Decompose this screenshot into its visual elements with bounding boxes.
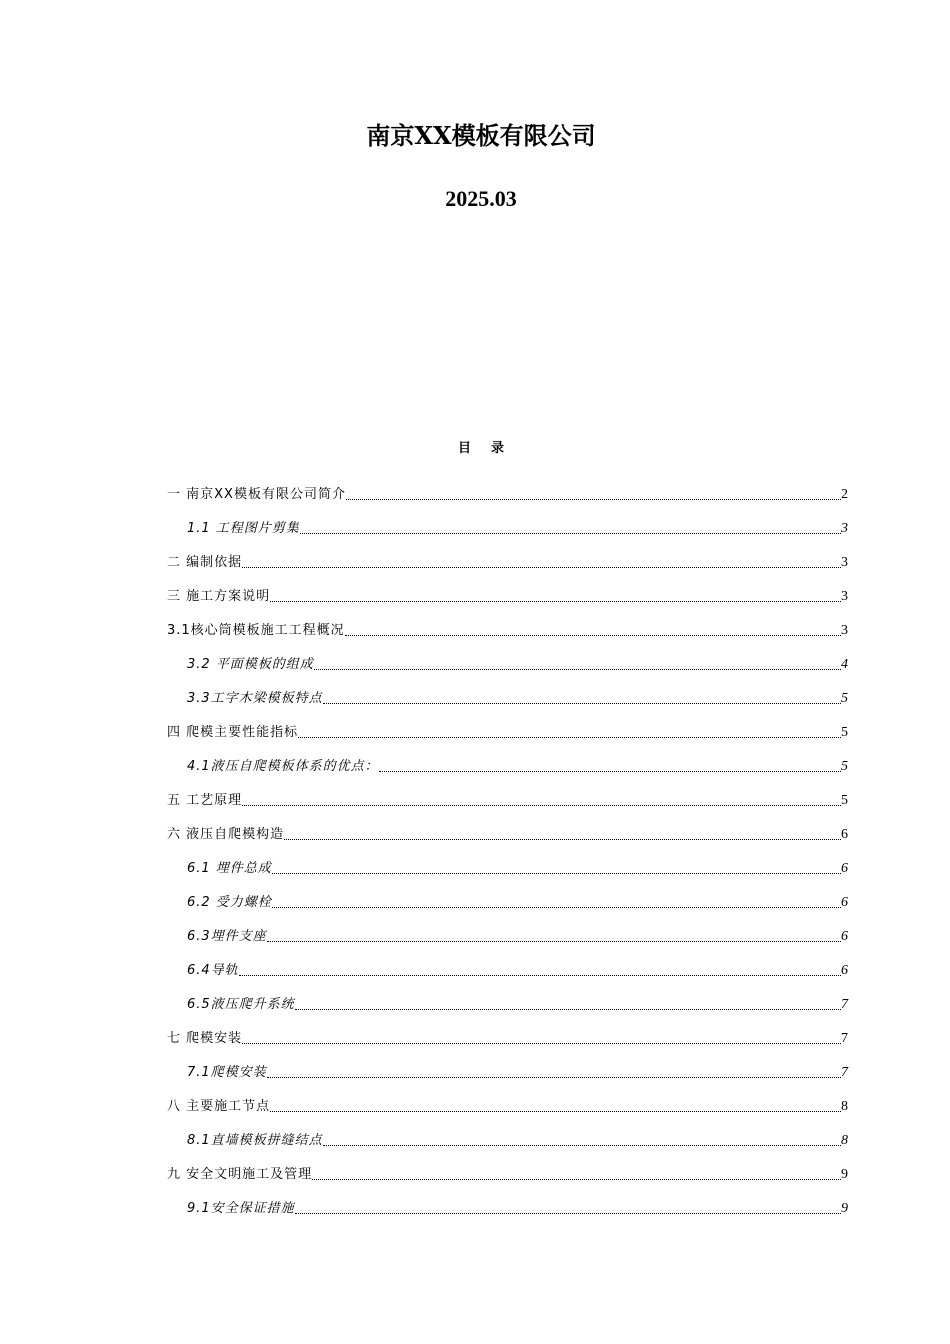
toc-entry-label: 3.2 平面模板的组成 [187, 657, 314, 672]
company-title: 南京XX模板有限公司 [366, 121, 596, 150]
toc-entry[interactable] [167, 512, 848, 546]
toc-entry-label: 4.1液压自爬模板体系的优点： [187, 759, 379, 774]
toc-entry-label: 四 爬模主要性能指标 [167, 725, 299, 740]
toc-dot-leader [379, 771, 841, 772]
toc-entry[interactable] [167, 580, 848, 614]
toc-entry[interactable] [167, 1022, 848, 1056]
toc-dot-leader [272, 873, 841, 874]
toc-entry[interactable] [167, 1158, 848, 1192]
toc-dot-leader [267, 1077, 841, 1078]
toc-dot-leader [300, 533, 841, 534]
toc-entry-page: 5 [841, 793, 848, 808]
toc-entry[interactable] [167, 1124, 848, 1158]
table-of-contents [167, 478, 848, 1226]
toc-entry-page: 6 [841, 963, 848, 978]
toc-entry-label: 二 编制依据 [167, 555, 243, 570]
toc-dot-leader [272, 907, 841, 908]
toc-heading: 目录 [457, 441, 524, 456]
toc-entry-page: 7 [841, 1065, 848, 1080]
document-date: 2025.03 [445, 186, 517, 211]
toc-entry-label: 9.1安全保证措施 [187, 1201, 295, 1216]
toc-entry-label: 一 南京XX模板有限公司简介 [167, 487, 346, 502]
toc-entry[interactable] [167, 750, 848, 784]
toc-entry-page: 9 [841, 1201, 848, 1216]
toc-entry-label: 七 爬模安装 [167, 1031, 243, 1046]
toc-entry[interactable] [167, 614, 848, 648]
toc-entry-page: 6 [841, 861, 848, 876]
toc-entry-page: 6 [841, 929, 848, 944]
toc-entry-label: 五 工艺原理 [167, 793, 243, 808]
toc-entry-label: 3.3工字木梁模板特点 [187, 691, 323, 706]
toc-entry[interactable] [167, 648, 848, 682]
toc-dot-leader [323, 703, 841, 704]
toc-dot-leader [270, 1111, 841, 1112]
toc-entry-label: 6.5液压爬升系统 [187, 997, 295, 1012]
toc-entry-label: 7.1爬模安装 [187, 1065, 267, 1080]
toc-entry[interactable] [167, 886, 848, 920]
toc-entry-page: 3 [841, 589, 848, 604]
toc-entry-page: 8 [841, 1133, 848, 1148]
toc-entry-label: 6.2 受力螺栓 [187, 895, 272, 910]
toc-entry-page: 8 [841, 1099, 848, 1114]
toc-entry-label: 九 安全文明施工及管理 [167, 1167, 313, 1182]
toc-entry[interactable] [167, 1056, 848, 1090]
toc-entry-page: 5 [841, 691, 848, 706]
toc-entry[interactable] [167, 546, 848, 580]
toc-dot-leader [298, 737, 841, 738]
toc-dot-leader [345, 635, 841, 636]
toc-entry[interactable] [167, 478, 848, 512]
toc-entry[interactable] [167, 716, 848, 750]
toc-entry-page: 6 [841, 827, 848, 842]
toc-entry-page: 3 [841, 623, 848, 638]
toc-entry[interactable] [167, 1192, 848, 1226]
toc-dot-leader [242, 1043, 841, 1044]
toc-entry-page: 7 [841, 1031, 848, 1046]
toc-dot-leader [314, 669, 841, 670]
toc-entry-page: 4 [841, 657, 848, 672]
toc-entry-page: 2 [841, 487, 848, 502]
toc-dot-leader [242, 805, 841, 806]
toc-entry-label: 3.1核心筒模板施工工程概况 [167, 623, 345, 638]
toc-entry-label: 6.3埋件支座 [187, 929, 267, 944]
toc-dot-leader [239, 975, 841, 976]
toc-entry[interactable] [167, 1090, 848, 1124]
toc-dot-leader [270, 601, 841, 602]
toc-entry-page: 3 [841, 555, 848, 570]
toc-entry-label: 六 液压自爬模构造 [167, 827, 285, 842]
toc-entry-page: 5 [841, 759, 848, 774]
toc-dot-leader [295, 1009, 841, 1010]
toc-entry[interactable] [167, 818, 848, 852]
toc-entry-label: 八 主要施工节点 [167, 1099, 271, 1114]
toc-entry[interactable] [167, 784, 848, 818]
toc-entry[interactable] [167, 852, 848, 886]
toc-entry-label: 8.1直墙模板拼缝结点 [187, 1133, 323, 1148]
toc-dot-leader [284, 839, 841, 840]
toc-entry-page: 6 [841, 895, 848, 910]
toc-entry[interactable] [167, 682, 848, 716]
toc-entry-page: 3 [841, 521, 848, 536]
toc-entry[interactable] [167, 920, 848, 954]
toc-dot-leader [312, 1179, 841, 1180]
toc-entry[interactable] [167, 954, 848, 988]
toc-entry-label: 1.1 工程图片剪集 [187, 521, 300, 536]
toc-dot-leader [323, 1145, 841, 1146]
toc-dot-leader [242, 567, 841, 568]
toc-dot-leader [295, 1213, 841, 1214]
toc-dot-leader [346, 499, 841, 500]
toc-entry-page: 7 [841, 997, 848, 1012]
toc-entry[interactable] [167, 988, 848, 1022]
toc-dot-leader [267, 941, 841, 942]
toc-entry-page: 9 [841, 1167, 848, 1182]
toc-entry-label: 6.4导轨 [187, 963, 239, 978]
toc-entry-label: 三 施工方案说明 [167, 589, 271, 604]
toc-entry-label: 6.1 埋件总成 [187, 861, 272, 876]
toc-entry-page: 5 [841, 725, 848, 740]
